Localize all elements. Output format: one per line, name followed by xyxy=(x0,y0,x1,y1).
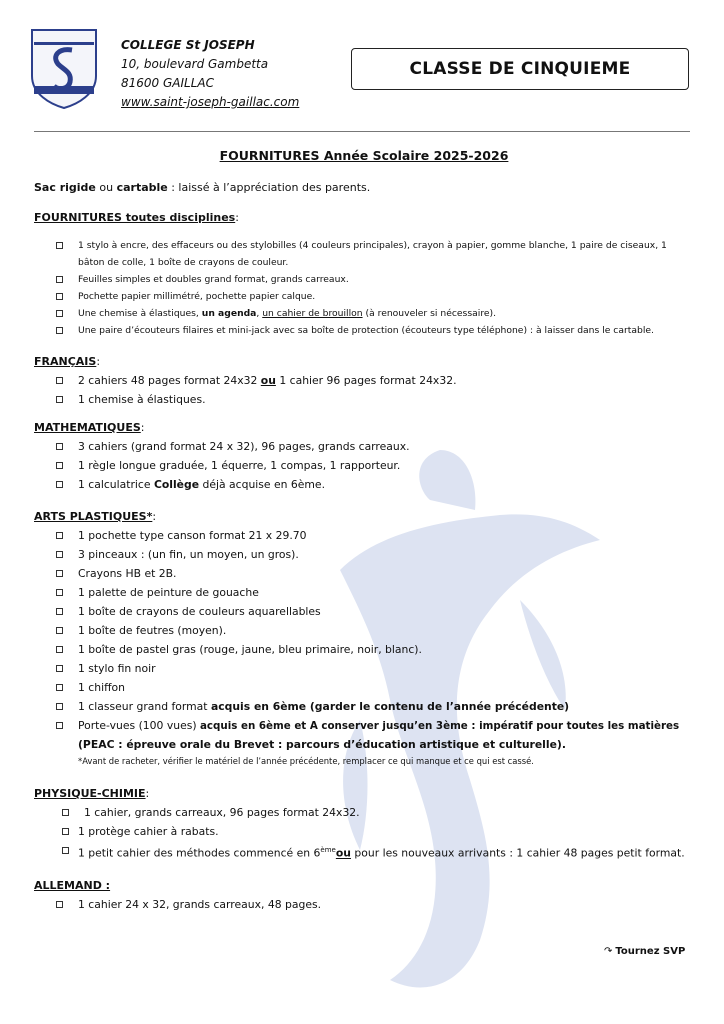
list-item-bold: un agenda xyxy=(201,308,257,319)
section-title-allemand: ALLEMAND : xyxy=(34,878,111,892)
document-title: FOURNITURES Année Scolaire 2025-2026 xyxy=(219,148,509,163)
physique-list xyxy=(34,803,694,863)
list-item xyxy=(34,621,694,640)
list-item-text: 1 pochette type canson format 21 x 29.70 xyxy=(78,529,307,542)
maths-list xyxy=(34,437,694,494)
checkbox-icon xyxy=(56,589,63,596)
checkbox-icon xyxy=(62,809,69,816)
checkbox-icon xyxy=(56,901,63,908)
list-item-text: Une paire d’écouteurs filaires et mini-jack avec sa boîte de protection (écouteurs type téléphone) : à laisser dans le cartable. xyxy=(78,325,654,336)
section-title-maths xyxy=(34,419,694,437)
class-level-box: CLASSE DE CINQUIEME xyxy=(351,48,689,90)
list-item-text: 1 cahier, grands carreaux, 96 pages format 24x32. xyxy=(84,806,360,819)
list-item xyxy=(34,305,694,322)
list-item xyxy=(34,475,694,494)
arts-footnote: *Avant de racheter, vérifier le matériel de l’année précédente, remplacer ce qui manque et ce qui est cassé. xyxy=(78,756,534,766)
list-item-bold: Collège xyxy=(153,478,200,491)
checkbox-icon xyxy=(56,396,63,403)
list-item-text: pour les nouveaux arrivants : 1 cahier 48 pages petit format. xyxy=(350,846,685,860)
list-item xyxy=(34,390,694,409)
checkbox-icon xyxy=(56,462,63,469)
francais-list xyxy=(34,371,694,409)
list-item-text: 1 stylo fin noir xyxy=(78,662,156,675)
checkbox-icon xyxy=(56,646,63,653)
list-item xyxy=(34,841,694,863)
francais-title-text: FRANÇAIS xyxy=(34,355,97,368)
supply-list xyxy=(34,147,694,914)
list-item-text: 1 cahier 96 pages format 24x32. xyxy=(275,374,457,387)
list-item-superscript: ème xyxy=(320,846,336,854)
checkbox-icon xyxy=(56,627,63,634)
list-item-text: 1 protège cahier à rabats. xyxy=(78,825,219,838)
list-item xyxy=(34,716,694,736)
list-item-text: 1 classeur grand format xyxy=(78,700,211,713)
intro-bold-1: Sac rigide xyxy=(34,181,96,194)
peac-note: (PEAC : épreuve orale du Brevet : parcours d’éducation artistique et culturelle). xyxy=(78,738,566,751)
school-address xyxy=(121,36,299,112)
list-item xyxy=(34,564,694,583)
list-item-text: 1 chiffon xyxy=(78,681,125,694)
list-item xyxy=(34,697,694,716)
list-item xyxy=(34,288,694,305)
list-item-bold: ou xyxy=(260,374,276,387)
list-item-text: 1 boîte de feutres (moyen). xyxy=(78,624,227,637)
list-item xyxy=(34,678,694,697)
physique-title-suffix: : xyxy=(145,787,150,800)
list-item xyxy=(34,371,694,390)
list-item-text: 1 stylo à encre, des effaceurs ou des stylobilles (4 couleurs principales), crayon à papier, gomme blanche, 1 paire de ciseaux, 1 bâton de colle, 1 boîte de crayons de couleur. xyxy=(78,240,667,268)
arts-title-suffix: : xyxy=(152,510,157,523)
physique-title-text: PHYSIQUE-CHIMIE xyxy=(34,787,146,800)
checkbox-icon xyxy=(56,443,63,450)
list-item-text: déjà acquise en 6ème. xyxy=(199,478,326,491)
section-title-arts xyxy=(34,508,694,526)
turn-page-label: Tournez SVP xyxy=(615,946,686,957)
checkbox-icon xyxy=(56,532,63,539)
checkbox-icon xyxy=(62,828,69,835)
section-title-general xyxy=(34,209,694,227)
list-item-text: Porte-vues (100 vues) xyxy=(78,719,200,732)
section-allemand xyxy=(34,877,694,914)
intro-bold-2: cartable xyxy=(116,181,168,194)
list-item-text: 2 cahiers 48 pages format 24x32 xyxy=(78,374,261,387)
checkbox-icon xyxy=(56,570,63,577)
list-item xyxy=(34,602,694,621)
checkbox-icon xyxy=(56,310,63,317)
address-line-1: 10, boulevard Gambetta xyxy=(121,57,269,71)
general-list xyxy=(34,237,694,339)
intro-bag-line xyxy=(34,179,694,197)
list-item-text: , xyxy=(256,308,263,319)
allemand-list xyxy=(34,895,694,914)
list-item-bold: acquis en 6ème (garder le contenu de l’année précédente) xyxy=(210,700,570,713)
list-item-text: 1 calculatrice xyxy=(78,478,154,491)
college-logo xyxy=(28,26,100,110)
checkbox-icon xyxy=(56,327,63,334)
list-item-text: 1 petit cahier des méthodes commencé en 6 xyxy=(78,846,321,860)
list-item-text: 1 cahier 24 x 32, grands carreaux, 48 pages. xyxy=(78,897,322,911)
francais-title-suffix: : xyxy=(96,355,101,368)
list-item-underlined: un cahier de brouillon xyxy=(262,308,363,319)
list-item-text: 3 cahiers (grand format 24 x 32), 96 pages, grands carreaux. xyxy=(78,440,410,453)
section-arts xyxy=(34,508,694,769)
arrow-turn-icon: ↷ xyxy=(604,946,613,957)
checkbox-icon xyxy=(56,608,63,615)
list-item-text: 1 chemise à élastiques. xyxy=(78,393,206,406)
list-item-bold: ou xyxy=(335,846,351,860)
section-title-francais xyxy=(34,353,694,371)
list-item xyxy=(34,271,694,288)
list-item xyxy=(34,526,694,545)
list-item xyxy=(34,437,694,456)
list-item xyxy=(34,237,694,271)
school-website-link[interactable]: www.saint-joseph-gaillac.com xyxy=(121,95,300,109)
header-divider xyxy=(34,131,690,132)
list-item xyxy=(34,322,694,339)
checkbox-icon xyxy=(62,847,69,854)
list-item-text: 1 boîte de crayons de couleurs aquarellables xyxy=(78,605,321,618)
list-item-text: (à renouveler si nécessaire). xyxy=(362,308,497,319)
checkbox-icon xyxy=(56,293,63,300)
list-item-text: Crayons HB et 2B. xyxy=(78,567,177,580)
list-item-text: Une chemise à élastiques, xyxy=(78,308,202,319)
list-item-text: 1 règle longue graduée, 1 équerre, 1 compas, 1 rapporteur. xyxy=(78,459,401,472)
list-item xyxy=(34,583,694,602)
list-item-bold: acquis en 6ème et A conserver jusqu’en 3ème : impératif pour toutes les matières xyxy=(199,720,680,732)
list-item xyxy=(34,640,694,659)
section-title-physique xyxy=(34,785,694,803)
school-name: COLLEGE St JOSEPH xyxy=(121,38,255,52)
list-item xyxy=(34,895,694,914)
list-item-text: 3 pinceaux : (un fin, un moyen, un gros). xyxy=(78,548,299,561)
list-item xyxy=(34,659,694,678)
maths-title-text: MATHEMATIQUES xyxy=(34,421,141,434)
section-maths xyxy=(34,419,694,494)
checkbox-icon xyxy=(56,722,63,729)
intro-text-1: ou xyxy=(95,181,117,194)
list-item-text: Feuilles simples et doubles grand format, grands carreaux. xyxy=(78,274,349,285)
list-item-text: 1 boîte de pastel gras (rouge, jaune, bleu primaire, noir, blanc). xyxy=(78,643,422,656)
checkbox-icon xyxy=(56,665,63,672)
list-item xyxy=(34,545,694,564)
checkbox-icon xyxy=(56,276,63,283)
list-item-text: 1 palette de peinture de gouache xyxy=(78,586,259,599)
checkbox-icon xyxy=(56,703,63,710)
arts-list xyxy=(34,526,694,736)
list-item xyxy=(34,456,694,475)
list-item xyxy=(34,822,694,841)
address-line-2: 81600 GAILLAC xyxy=(121,76,214,90)
general-title-suffix: : xyxy=(235,211,239,224)
maths-title-suffix: : xyxy=(140,421,145,434)
checkbox-icon xyxy=(56,377,63,384)
list-item-text: Pochette papier millimétré, pochette papier calque. xyxy=(78,291,316,302)
intro-text-2: : laissé à l’appréciation des parents. xyxy=(167,181,371,194)
arts-title-text: ARTS PLASTIQUES* xyxy=(34,510,153,523)
section-francais xyxy=(34,353,694,409)
section-general xyxy=(34,209,694,339)
checkbox-icon xyxy=(56,481,63,488)
checkbox-icon xyxy=(56,242,63,249)
section-physique xyxy=(34,785,694,863)
checkbox-icon xyxy=(56,684,63,691)
list-item xyxy=(34,803,694,822)
general-title-text: FOURNITURES toutes disciplines xyxy=(34,211,236,224)
turn-page-note xyxy=(604,946,685,957)
checkbox-icon xyxy=(56,551,63,558)
